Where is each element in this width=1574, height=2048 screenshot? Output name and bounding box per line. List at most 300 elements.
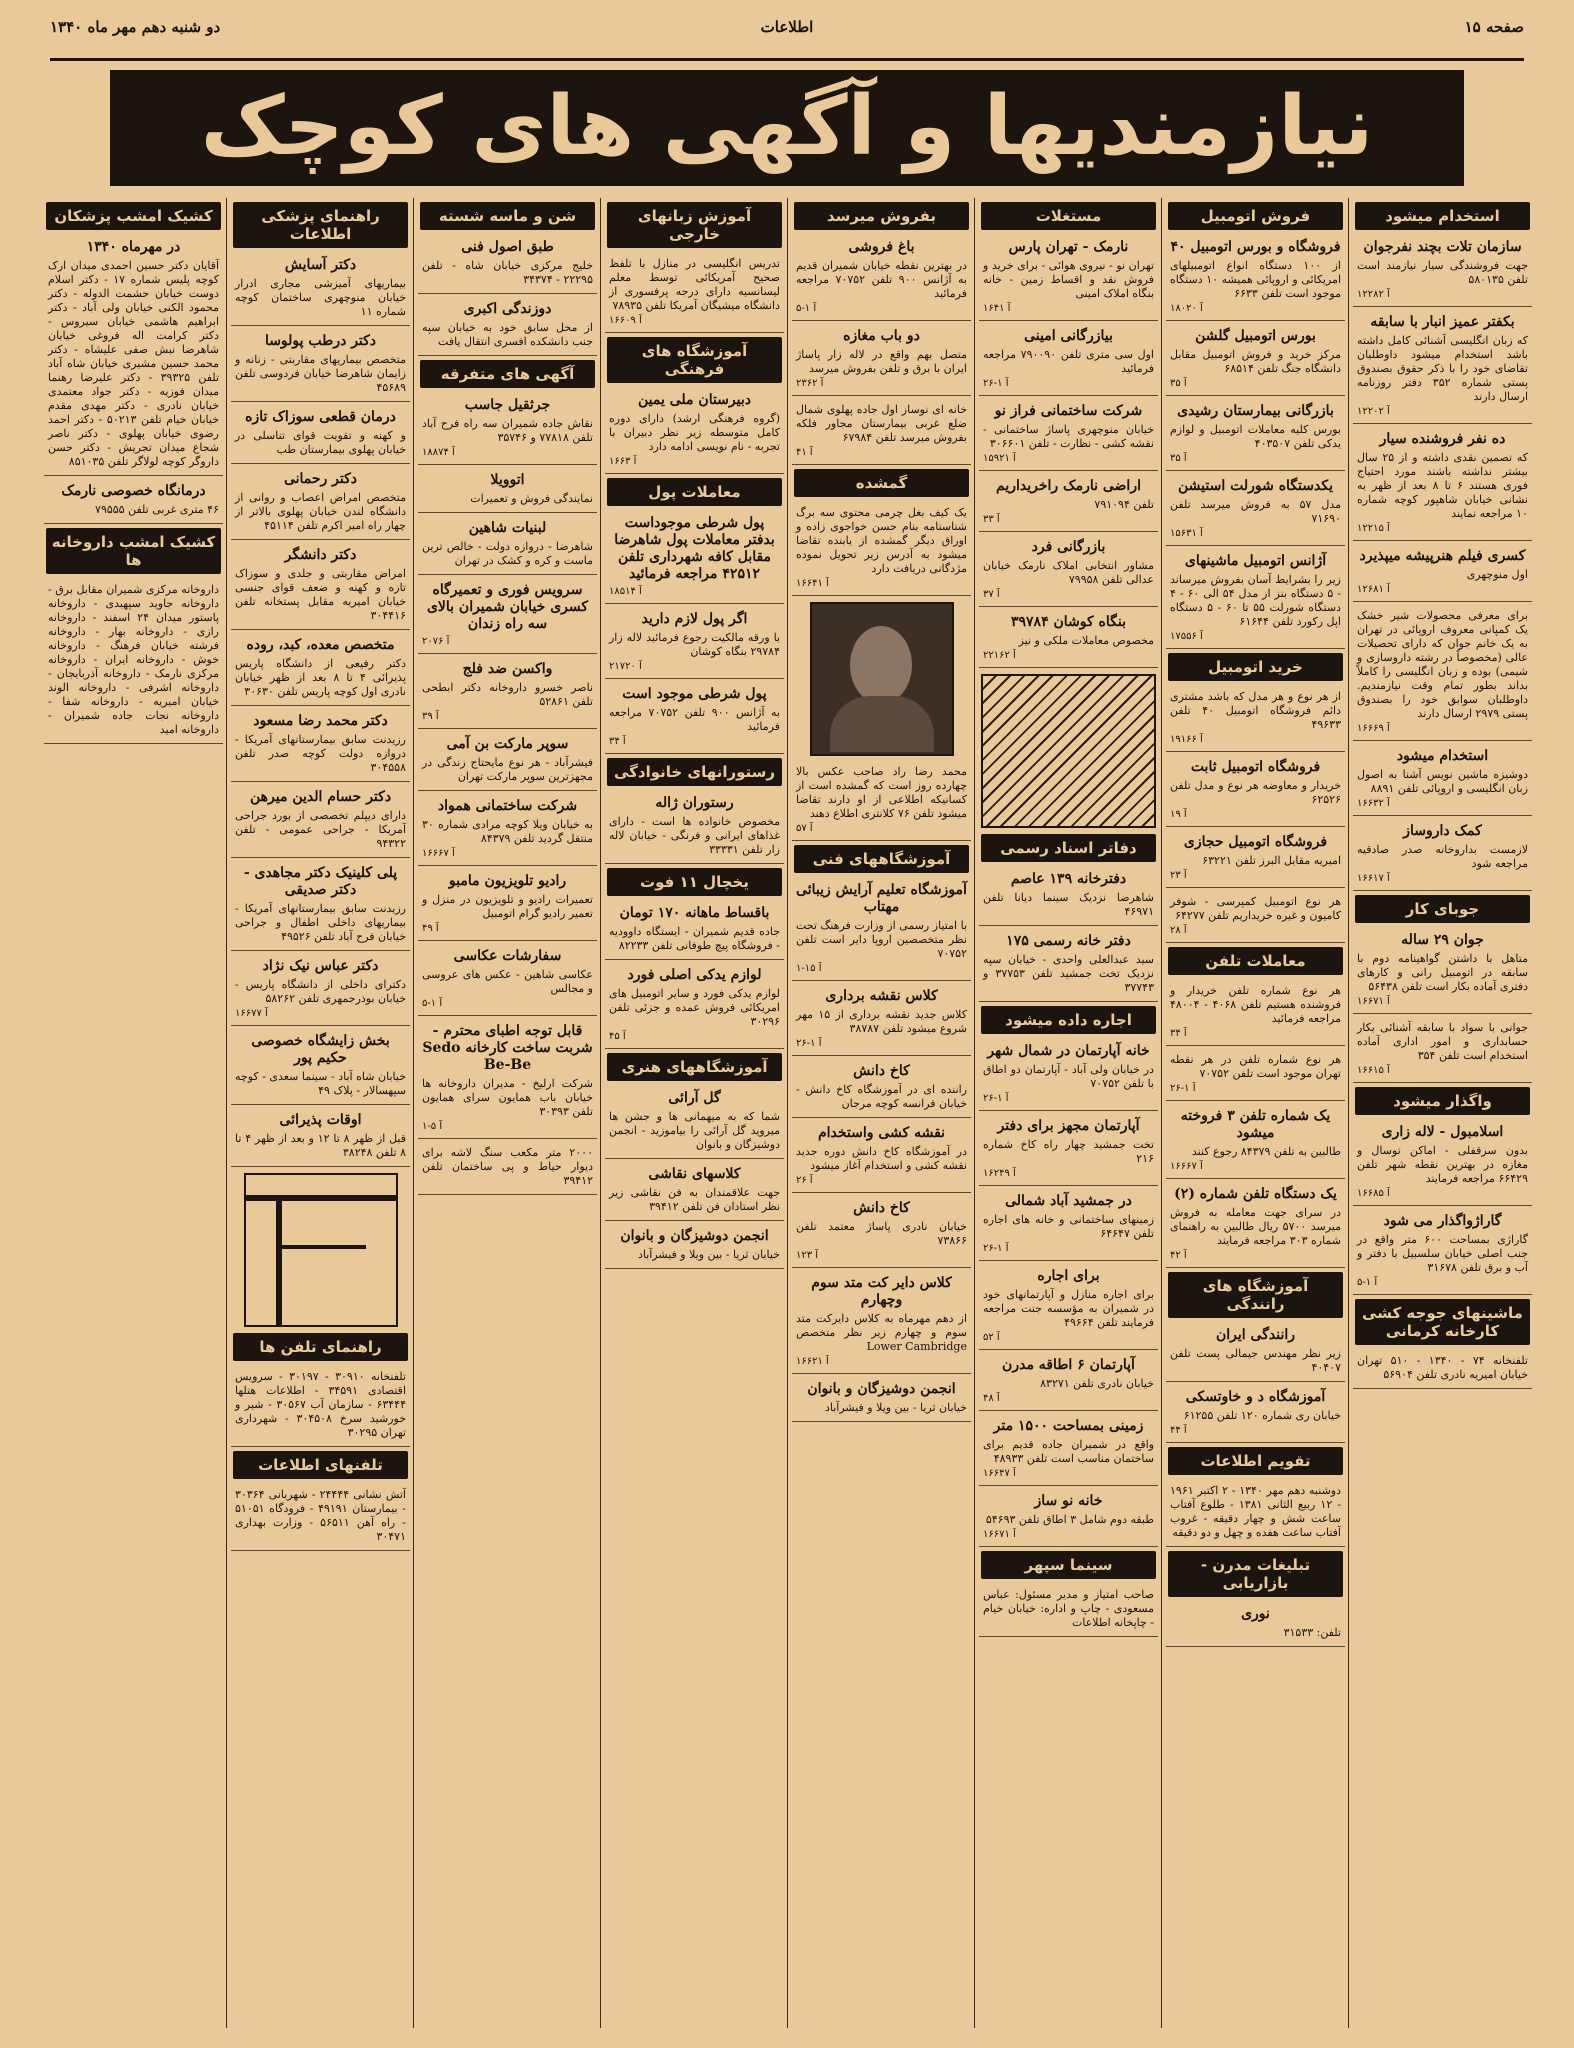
classified-ad [979,400,1158,471]
ad-text: رزیدنت سابق بیمارستانهای آمریکا - دروازه دولت کوچه صدر تلفن ۳۰۴۵۵۸ [235,733,406,774]
ad-code: آ ۱۲۲۰۲ [1357,406,1390,417]
classified-ad [1166,831,1345,888]
section-heading: آموزشگاه های فرهنگی [607,337,782,383]
section-heading: کشیک امشب داروخانه ها [46,528,221,574]
classified-ad [418,517,597,575]
section-heading: خرید اتومبیل [1168,653,1343,681]
classified-ad [605,792,784,864]
ad-text: اول سی متری تلفن ۷۹۰۰۹۰ مراجعه فرمائید [983,348,1154,375]
ad-text: آتش نشانی ۲۴۴۴۴ - شهربانی ۳۰۳۶۴ - بیمارستان ۴۹۱۹۱ - فرودگاه ۵۱۰۵۱ - راه آهن ۵۶۵۱۱ - وزارت بهداری ۳۰۴۷۱ [235,1488,406,1543]
ad-text: تلفن ۷۹۱۰۹۴ [1094,498,1154,511]
classified-ad [1166,1481,1345,1547]
section-heading: راهنمای پزشکی اطلاعات [233,202,408,248]
classified-ad [605,964,784,1049]
ad-code: آ ۱۹ [1170,809,1187,820]
classified-ad [231,544,410,630]
ad-title: سوپر مارکت بن آمی [446,736,569,752]
missing-boy-photo [810,602,954,756]
ad-text: دوشیزه ماشین نویس آشنا به اصول زبان انگلیسی و اروپائی تلفن ۸۸۹۱ [1357,768,1528,795]
ad-text: خانه ای نوساز اول جاده پهلوی شمال ضلع غربی بیمارستان مجاور فلکه بفروش میرسد تلفن ۶۷۹۸۴ [796,403,967,444]
section-heading: آگهی های متفرقه [420,360,595,388]
classified-ad [1166,325,1345,396]
classified-ad [418,795,597,866]
section-heading: رستورانهای خانوادگی [607,758,782,786]
ad-text: در آموزشگاه کاخ دانش دوره جدید نقشه کشی و استخدام آغاز میشود [796,1145,967,1172]
ad-code: آ ۱۶۶۲۱ [796,1356,829,1367]
ad-title: جوان ۲۹ ساله [1401,932,1484,948]
ad-code: آ ۱-۵ [796,303,817,314]
ad-text: قبل از ظهر ۸ تا ۱۲ و بعد از ظهر ۴ تا ۸ تلفن ۳۸۲۴۸ [235,1132,406,1159]
classified-ad [1353,929,1532,1014]
classified-ad [1166,981,1345,1046]
section-heading: دفاتر اسناد رسمی [981,834,1156,862]
ad-text: فیشرآباد - هر نوع مایحتاج زندگی در مجهزترین سوپر مارکت تهران [422,756,593,783]
ad-code: آ ۵۷ [796,823,813,834]
section-heading: اجاره داده میشود [981,1006,1156,1034]
ad-title: متخصص معده، کبد، روده [246,637,395,653]
column-1 [1353,198,1532,2028]
ad-code: آ ۱۶۴۱ [983,303,1011,314]
ad-title: کاخ دانش [853,1063,910,1079]
ad-title: گل آرائی [668,1090,721,1106]
classified-ad [979,1585,1158,1637]
classified-ad [231,862,410,951]
ad-title: شرکت ساختمانی همواد [437,798,578,814]
ad-title: بیازرگانی امینی [1024,328,1113,344]
ad-text: با امتیاز رسمی از وزارت فرهنگ تحت نظر متخصصین اروپا دایر است تلفن ۷۰۷۵۲ [796,919,967,960]
section-heading: جوبای کار [1355,895,1530,923]
ad-text: جاده قدیم شمیران - ایستگاه داوودیه - فروشگاه پیچ طوفانی تلفن ۸۲۲۳۳ [609,925,780,952]
ad-code: آ ۱۹۱۶۶ [1170,734,1203,745]
classified-ad [231,406,410,464]
ad-text: ۲۰۰۰ متر مکعب سنگ لاشه برای دیوار حیاط و پی ساختمان تلفن ۳۹۴۱۲ [422,1146,593,1187]
ad-title: برای اجاره [1037,1268,1100,1284]
ad-title: بازرگانی بیمارستان رشیدی [1177,403,1334,419]
classified-ad [979,325,1158,396]
section-heading: شن و ماسه شسته [420,202,595,230]
classified-ad [231,1485,410,1551]
ad-code: آ ۳۵ [1170,378,1187,389]
ad-title: در جمشید آباد شمالی [1005,1193,1132,1209]
section-heading: کشیک امشب پزشکان [46,202,221,230]
ad-title: خانه آپارتمان در شمال شهر [987,1043,1150,1059]
ad-text: مخصوص معاملات ملکی و نیز [1018,634,1154,647]
ad-text: از هر نوع و هر مدل که باشد مشتری دائم فروشگاه اتومبیل ۴۰ تلفن ۴۹۶۳۳ [1170,690,1341,731]
column-8 [44,198,223,2028]
ad-code: آ ۱۶۶۱۷ [1357,873,1390,884]
classified-ad [1353,1351,1532,1389]
ad-title: شرکت ساختمانی فراز نو [994,403,1143,419]
issue-date: دو شنبه دهم مهر ماه ۱۳۴۰ [50,18,221,36]
ad-code: آ ۴۹ [422,923,439,934]
classified-ad [418,658,597,729]
classified-ad [1353,1018,1532,1083]
ad-code: آ ۴۲ [1170,1250,1187,1261]
classified-ad [979,868,1158,926]
ad-title: زمینی بمساحت ۱۵۰۰ متر [993,1418,1144,1434]
classified-ad [1166,400,1345,471]
ad-text: راننده ای در آموزشگاه کاخ دانش - خیابان فرانسه کوچه مرجان [796,1083,967,1110]
ad-title: دکتر درطب پولوسا [264,333,377,349]
ad-title: دکتر آسایش [284,257,357,273]
ad-title: دکتر رحمانی [283,471,358,487]
classified-ad [792,1060,971,1118]
ad-title: بورس اتومبیل گلشن [1195,328,1316,344]
classified-ad [44,236,223,476]
ad-code: آ ۱-۵ [422,998,443,1009]
classified-ad [605,389,784,474]
ad-code: آ ۲۶ [796,1175,813,1186]
ad-title: فروشگاه اتومبیل حجازی [1183,834,1328,850]
classified-ad [979,1265,1158,1350]
ad-text: نمایندگی فروش و تعمیرات [470,492,593,505]
classified-ad [418,1020,597,1139]
ad-code: آ ۱۲۶۸۱ [1357,584,1390,595]
ad-code: آ ۲۰۷۶ [422,636,450,647]
ad-title: نقشه کشی واستخدام [817,1125,946,1141]
ad-text: زمینهای ساختمانی و خانه های اجاره تلفن ۶۴۶۴۷ [983,1213,1154,1240]
classified-ad [979,1115,1158,1186]
ad-title: لوازم یدکی اصلی فورد [627,967,762,983]
ad-code: آ ۱۶۶۷۷ [235,1008,268,1019]
section-heading: مستغلات [981,202,1156,230]
ad-title: پول شرطی موجود است [622,686,767,702]
ad-text: در سرای جهت معامله به فروش میرسد ۵۷۰۰ ریال طالبین به راهنمای شماره ۳۰۳ مراجعه فرمایند [1170,1206,1341,1247]
ad-title: سازمان تلات بچند نفرجوان [1363,239,1522,255]
ad-title: دکتر محمد رضا مسعود [253,713,388,729]
classified-ad [979,930,1158,1002]
publication-name: اطلاعات [760,18,814,36]
ad-code: آ ۱۶۶۶۷ [422,848,455,859]
ad-text: آقایان دکتر حسین احمدی میدان ارک کوچه پلیس شماره ۱۷ - دکتر اسلام دوست خیابان حشمت الدوله - دکتر محمود الکنی خیابان ولی آباد - دکتر ابراهیم هاشمی خیابان سیروس - دکتر کرامت اله فروغی خیابان شاهرضا نبش صفی علیشاه - دکتر محمد حسین مشیری خیابان شاه آباد تلفن ۳۹۳۲۵ - دکتر علیرضا رهنما میدان فوزیه - دکتر جواد معتمدی خیابان نادری - دکتر مهدی مقدم خیابان خیام تلفن ۵۰۲۱۳ - دکتر احمد رضوی خیابان پهلوی - دکتر ناصر شجاع میدان تجریش - دکتر حسن داروگر کوچه لولاگر تلفن ۸۵۱۰۳۵ [48,259,220,468]
ad-code: آ ۱۲۲۸۲ [1357,289,1390,300]
ad-text: که زبان انگلیسی آشنائی کامل داشته باشد استخدام میشود داوطلبان تقاضای خود را با ذکر حقوق بصندوق پستی شماره ۳۵۲ دفتر روزنامه ارسال دارند [1357,334,1528,403]
ad-text: امراض مقاربتی و جلدی و سوزاک تازه و کهنه و ضعف قوای جنسی خیابان امیریه مقابل پستخانه تلفن ۳۰۴۴۱۶ [235,567,406,622]
ad-code: آ ۲۳۶۲ [796,378,824,389]
section-heading: واگذار میشود [1355,1087,1530,1115]
ad-code: آ ۲۳ [1170,870,1187,881]
classified-ad [792,1378,971,1422]
ad-text: تخت جمشید چهار راه کاخ شماره ۲۱۶ [983,1138,1154,1165]
ad-title: یک دستگاه تلفن شماره (۲) [1174,1186,1337,1202]
ad-title: دکتر عباس نیک نژاد [262,958,379,974]
classified-ad [979,1354,1158,1411]
classified-ad [605,1087,784,1159]
ad-text: خیابان ری شماره ۱۲۰ تلفن ۶۱۲۵۵ [1183,1409,1341,1422]
section-heading: تبلیغات مدرن - بازاریابی [1168,1551,1343,1597]
ad-text: محمد رضا راد صاحب عکس بالا چهارده روز است که گمشده است از کسانیکه اطلاعی از او دارند تقاضا میشود تلفن ۷۶ کلانتری اطلاع دهند [796,765,967,820]
ad-code: آ ۲۱۷۲۰ [609,661,642,672]
ad-text: ۴۶ متری غربی تلفن ۷۹۵۵۵ [95,503,219,516]
classified-ad [1353,820,1532,891]
ad-text: تلفن: ۳۱۵۳۳ [1283,1626,1341,1639]
ad-code: آ ۵-۱ [422,1121,443,1132]
ad-title: کلاس دایر کت متد سوم وچهارم [811,1275,952,1308]
classified-ad [605,254,784,333]
ad-code: آ ۴۴ [1170,1425,1187,1436]
ad-title: ده نفر فروشنده سیار [1379,431,1506,447]
ad-text: اول منوچهری [1466,568,1528,581]
ad-text: دوشنبه دهم مهر ۱۳۴۰ - ۲ اکتبر ۱۹۶۱ - ۱۲ ربیع الثانی ۱۳۸۱ - طلوع آفتاب ساعت شش و چهار دقیقه - غروب آفتاب ساعت هفده و چهل و دو دقیقه [1170,1484,1342,1539]
ad-title: دو باب مغازه [843,328,920,344]
classified-ad [979,1490,1158,1547]
ad-text: لازمست بداروخانه صدر صادقیه مراجعه شود [1357,843,1528,870]
ad-text: متصل بهم واقع در لاله زار پاساژ ایران با برق و تلفن بفروش میرسد [796,348,967,375]
ad-title: انجمن دوشیزگان و بانوان [807,1381,956,1397]
ad-text: برای معرفی محصولات شیر خشک یک کمپانی معروف اروپائی در تهران به یک خانم جوان که دارای تحصیلات عالی (مخصوصاً در رشته داروسازی و شیمی) بوده و زبان انگلیسی را کاملاً بداند بطور تمام وقت نیازمندیم. داوطلبان سوابق خود را بصندوق پستی ۲۹۷۹ ارسال دارند [1357,609,1528,720]
ad-code: آ ۵۲ [983,1332,1000,1343]
ad-text: خلیج مرکزی خیابان شاه - تلفن ۲۲۲۹۵ - ۳۴۳۷۴ [422,259,593,286]
classified-ad [1166,1050,1345,1101]
classified-ad [418,469,597,513]
classified-ad [1353,1210,1532,1295]
ad-text: دکترای داخلی از دانشگاه پاریس - خیابان بوذرجمهری تلفن ۵۸۲۶۲ [235,978,406,1005]
ad-title: دکتر حسام الدین میرهن [249,789,392,805]
classified-ad [1166,550,1345,649]
column-7 [231,198,410,2028]
classified-ad [418,579,597,654]
section-heading: تلفنهای اطلاعات [233,1451,408,1479]
ad-text: رزیدنت سابق بیمارستانهای آمریکا - بیماریهای داخلی اطفال و جراحی خیابان فرح آباد تلفن ۴۹۵۲۶ [235,902,406,943]
ad-title: اراضی نارمک راخریداریم [996,478,1141,494]
ad-code: آ ۱-۲۶ [796,1038,822,1049]
classifieds-banner [110,70,1464,186]
classified-ad [231,1030,410,1105]
column-divider [413,198,414,2028]
ad-title: لبنیات شاهین [468,520,547,536]
ad-title: دفتر خانه رسمی ۱۷۵ [1006,933,1131,949]
ad-text: مخصوص خانواده ها است - دارای غذاهای ایرانی و فرنگی - خیابان لاله زار تلفن ۳۳۳۳۱ [609,815,780,856]
banner-title: نیازمندیها و آگهی های کوچک [200,79,1374,174]
ad-text: بورس کلیه معاملات اتومبیل و لوازم یدکی تلفن ۴۰۳۵۰۷ [1170,423,1341,450]
classified-ad [418,733,597,791]
ad-title: نوری [1241,1606,1270,1622]
ad-code: آ ۱۲۳ [796,1250,819,1261]
section-heading: معاملات پول [607,478,782,506]
ad-text: که تصمین نقدی داشته و از ۲۵ سال بیشتر نداشته باشند مورد احتیاج فوری هستند ۶ تا ۸ بعد از ظهر به نشانی خیابان شاهپور کوچه شماره ۱۰ مراجعه نمایند [1357,451,1528,520]
ad-code: آ ۱۷۵۵۶ [1170,631,1203,642]
column-divider [1348,198,1349,2028]
ad-code: آ ۱-۲۶ [983,1243,1009,1254]
ad-text: خیابان ثریا - بین ویلا و فیشرآباد [824,1401,967,1414]
section-heading: آموزشگاههای فنی [794,845,969,873]
classified-ad [979,475,1158,532]
section-heading: گمشده [794,469,969,497]
ad-text: جهت علاقمندان به فن نقاشی زیر نظر استادان فن تلفن ۳۹۴۱۲ [609,1186,780,1213]
ad-code: آ ۱۶۶۴۷ [983,1468,1016,1479]
classified-ad [1166,892,1345,943]
ad-code: آ ۱۵-۱ [796,963,822,974]
ad-text: خیابان نادری پاساژ معتمد تلفن ۷۳۸۶۶ [796,1220,967,1247]
ad-title: نارمک - تهران پارس [1008,239,1129,255]
map-street-side [276,1245,366,1249]
ad-text: عکاسی شاهین - عکس های عروسی و مجالس [422,968,593,995]
ad-text: دکتر رفیعی از دانشگاه پاریس پذیرائی ۴ تا ۸ بعد از ظهر خیابان نادری اول کوچه پاریس تلفن ۳۰۶۳۰ [235,657,407,698]
ad-code: آ ۱-۲۶ [983,378,1009,389]
column-4 [792,198,971,2028]
page-header [50,18,1524,40]
ad-text: صاحب امتیاز و مدیر مسئول: عباس مسعودی - چاپ و اداره: خیابان خیام - چاپخانه اطلاعات [983,1588,1154,1629]
ad-code: آ ۴۱ [796,447,813,458]
ad-text: (گروه فرهنگی ارشد) دارای دوره کامل متوسطه زیر نظر دبیران با تجربه - نام نویسی ادامه دارد [609,412,780,453]
photo-face [850,626,912,704]
ad-title: آموزشگاه تعلیم آرایش زیبائی مهتاب [796,882,967,915]
ad-text: لوازم یدکی فورد و سایر اتومبیل های امریکائی فروش عمده و جزئی تلفن ۳۰۲۹۶ [609,987,780,1028]
ad-title: باقساط ماهانه ۱۷۰ تومان [619,905,770,921]
ad-title: خانه نو ساز [1034,1493,1103,1509]
ad-title: پول شرطی موجوداست بدفتر معاملات پول شاهرضا مقابل کافه شهرداری تلفن ۴۲۵۱۲ مراجعه فرمائید [614,515,775,582]
ad-title: بنگاه کوشان ۳۹۷۸۴ [1011,614,1126,630]
ad-code: آ ۱۶۶۶۹ [1357,723,1390,734]
classified-ad [605,1163,784,1221]
ad-text: متاهل با داشتن گواهینامه دوم با سابقه در اتومبیل رانی و کارهای دفتری آماده بکار است تلفن ۵۶۴۳۸ [1357,952,1528,993]
ad-text: داروخانه مرکزی شمیران مقابل برق - داروخانه جاوید سپهبدی - داروخانه پاستور میدان ۲۴ اسفند - داروخانه رازی - داروخانه بهار - داروخانه فرشته خیابان فرهنگ - داروخانه خوش - داروخانه ایران - داروخانه مرکزی نارمک - داروخانه آذربایجان - داروخانه اشرفی - داروخانه الوند خیابان امیریه - داروخانه شفا - داروخانه نجات جاده شمیران - داروخانه امید [48,583,220,736]
ad-text: متخصص بیماریهای مقاربتی - زنانه و زایمان شاهرضا خیابان فردوسی تلفن ۴۵۶۸۹ [235,353,406,394]
column-6 [418,198,597,2028]
ad-text: به آژانس ۹۰۰ تلفن ۷۰۷۵۲ مراجعه فرمائید [609,706,780,733]
ad-title: استخدام میشود [1396,748,1489,764]
ad-text: کلاس جدید نقشه برداری از ۱۵ مهر شروع میشود تلفن ۳۸۷۸۷ [796,1008,967,1035]
section-heading: معاملات تلفن [1168,947,1343,975]
classified-ad [792,1122,971,1193]
ad-title: دبیرستان ملی یمین [637,392,751,408]
section-heading: راهنمای تلفن ها [233,1333,408,1361]
ad-title: سفارشات عکاسی [453,948,562,964]
ad-title: اسلامبول - لاله زاری [1381,1124,1504,1140]
ad-title: دفترخانه ۱۳۹ عاصم [1010,871,1127,887]
column-divider [600,198,601,2028]
section-heading: تقویم اطلاعات [1168,1447,1343,1475]
ad-text: خیابان شاه آباد - سینما سعدی - کوچه سپهسالار - پلاک ۴۹ [235,1070,406,1097]
ad-text: خریدار و معاوضه هر نوع و مدل تلفن ۶۲۵۲۶ [1170,779,1341,806]
column-divider [226,198,227,2028]
classified-ad [979,1190,1158,1261]
ad-code: آ ۳۷ [983,589,1000,600]
classified-ad [418,236,597,294]
classified-ad [231,254,410,326]
ad-title: کمک داروساز [1403,823,1482,839]
classified-ad [231,634,410,706]
ad-title: دوزندگی اکبری [463,301,552,317]
ad-title: رستوران ژاله [655,795,734,811]
classified-ad [418,870,597,941]
clinic-location-map [244,1173,398,1327]
ad-code: آ ۲۲۱۶۲ [983,650,1016,661]
ad-title: فروشگاه و بورس اتومبیل ۴۰ [1170,239,1341,255]
ad-text: به خیابان ویلا کوچه مرادی شماره ۳۰ منتقل گردید تلفن ۸۴۳۷۹ [422,818,593,845]
classified-ad [792,1197,971,1268]
ad-code: آ ۱۸۵۱۴ [609,586,642,597]
ad-text: شرکت ارلیخ - مدیران داروخانه ها خیابان باب همایون سرای همایون تلفن ۳۰۳۹۳ [422,1077,593,1118]
classified-ad [1353,236,1532,307]
section-heading: یخچال ۱۱ فوت [607,868,782,896]
ad-text: تلفنخانه ۳۰۹۱۰ - ۳۰۱۹۷ - سرویس اقتصادی ۳۴۵۹۱ - اطلاعات هتلها ۶۳۴۴۴ - سازمان آب ۳۰۵۶۷ - شیر و خورشید سرخ ۳۰۴۵۰۸ - شهرداری تهران ۳۰۲۹۵ [235,1370,406,1439]
classified-ad [1353,545,1532,602]
ad-code: آ ۳۳ [983,514,1000,525]
classified-ad [792,400,971,465]
ad-title: آموزشگاه د و خاوتسکی [1185,1389,1326,1405]
ad-text: طالبین به تلفن ۸۴۳۷۹ رجوع کنند [1191,1145,1341,1158]
ad-title: آپارتمان مجهز برای دفتر [997,1118,1140,1134]
section-heading: سینما سپهر [981,1551,1156,1579]
ad-title: کلاسهای نقاشی [648,1166,741,1182]
ad-title: اتوویلا [490,472,525,488]
classified-ad [605,512,784,604]
ad-text: مشاور انتخابی املاک نارمک خیابان عدالی تلفن ۷۹۹۵۸ [983,559,1154,586]
classified-ad [44,580,223,744]
classified-ad [1166,475,1345,546]
ad-text: شاهرضا - دروازه دولت - خالص ترین ماست و کره و کشک در تهران [422,540,593,567]
classified-ad [1166,236,1345,321]
ad-text: و کهنه و تقویت قوای تناسلی در خیابان پهلوی بیمارستان طب [235,429,406,456]
ad-text: مرکز خرید و فروش اتومبیل مقابل دانشگاه جنگ تلفن ۶۸۵۱۴ [1170,348,1341,375]
page-number: صفحه ۱۵ [1464,18,1524,36]
classified-ad [605,683,784,754]
classified-ad [1353,1121,1532,1206]
ad-code: آ ۱۶۶۰۹ [609,315,642,326]
ad-title: اگر پول لازم دارید [641,611,748,627]
ad-title: فروشگاه اتومبیل ثابت [1190,759,1321,775]
ad-title: کسری فیلم هنرپیشه میپذیرد [1359,548,1526,564]
classified-ad [1166,756,1345,827]
ad-code: آ ۱۸۸۷۴ [422,447,455,458]
classified-ad [605,902,784,960]
column-3 [979,198,1158,2028]
classified-ad [792,1272,971,1374]
ad-text: گاراژی بمساحت ۶۰۰ متر واقع در جنب اصلی خیابان سلسبیل با دفتر و آب و برق تلفن ۳۱۶۷۸ [1357,1233,1528,1274]
classified-ad [418,945,597,1016]
classified-ad [231,1367,410,1447]
section-heading: آموزش زبانهای خارجی [607,202,782,248]
ad-text: دارای دیپلم تخصصی از بورد جراحی آمریکا - جراحی عمومی - تلفن ۹۴۳۲۲ [235,809,406,850]
ad-text: امیریه مقابل البرز تلفن ۶۳۲۲۱ [1202,854,1341,867]
classified-ad [979,536,1158,607]
ad-code: آ ۱۶۲۴۹ [983,1168,1016,1179]
ad-code: آ ۱۶۶۷۱ [1357,996,1390,1007]
column-divider [974,198,975,2028]
classified-ad [792,985,971,1056]
classified-ad [44,480,223,524]
classified-ad [1166,1386,1345,1443]
ad-text: بیماریهای آمیزشی مجاری ادرار خیابان منوچهری ساختمان کوچه شماره ۱۱ [235,277,406,318]
ad-code: آ ۱۵۶۳۱ [1170,528,1203,539]
classified-ad [1166,687,1345,752]
ad-text: در بهترین نقطه خیابان شمیران قدیم به آژانس ۹۰۰ تلفن ۷۰۷۵۲ مراجعه فرمائید [796,259,967,300]
ad-text: واقع در شمیران جاده قدیم برای ساختمان مناسب است تلفن ۴۸۹۳۳ [983,1438,1154,1465]
ad-title: آپارتمان ۶ اطاقه مدرن [1002,1357,1135,1373]
ad-text: خیابان نادری تلفن ۸۳۲۷۱ [1040,1377,1154,1390]
ad-text: از دهم مهرماه به کلاس دایرکت متد سوم و چهارم زیر نظر متخصص Lower Cambridge [796,1312,967,1353]
ad-title: آژانس اتومبیل ماشینهای [1184,553,1327,569]
ad-code: آ ۳۹ [422,711,439,722]
ad-text: خیابان ثریا - بین ویلا و فیشرآباد [637,1248,780,1261]
classified-ad [231,710,410,782]
ad-text: از محل سابق خود به خیابان سپه جنب دانشکده افسری انتقال یافت [422,321,593,348]
ad-text: برای اجاره منازل و آپارتمانهای خود در شمیران به مؤسسه جنت مراجعه فرمایند تلفن ۴۹۶۶۴ [983,1288,1154,1329]
ad-code: آ ۱۲۲۱۵ [1357,523,1390,534]
ad-title: واکسن ضد فلج [462,661,553,677]
ad-title: درمان قطعی سوزاک تازه [245,409,396,425]
ad-text: تهران نو - نیروی هوائی - برای خرید و فروش نقد و اقساط زمین - خانه بنگاه املاک امینی [983,259,1154,300]
classified-ad [979,1415,1158,1486]
classified-ad [605,1225,784,1269]
section-heading: ماشینهای جوجه کشی کارخانه کرمانی [1355,1299,1530,1345]
ad-title: یک شماره تلفن ۳ فروخته میشود [1180,1108,1331,1141]
section-heading: آموزشگاه های رانندگی [1168,1272,1343,1318]
ad-code: آ ۳۴ [609,736,626,747]
section-heading: استخدام میشود [1355,202,1530,230]
ad-text: تعمیرات رادیو و تلویزیون در منزل و تعمیر رادیو گرام اتومبیل [422,893,593,920]
